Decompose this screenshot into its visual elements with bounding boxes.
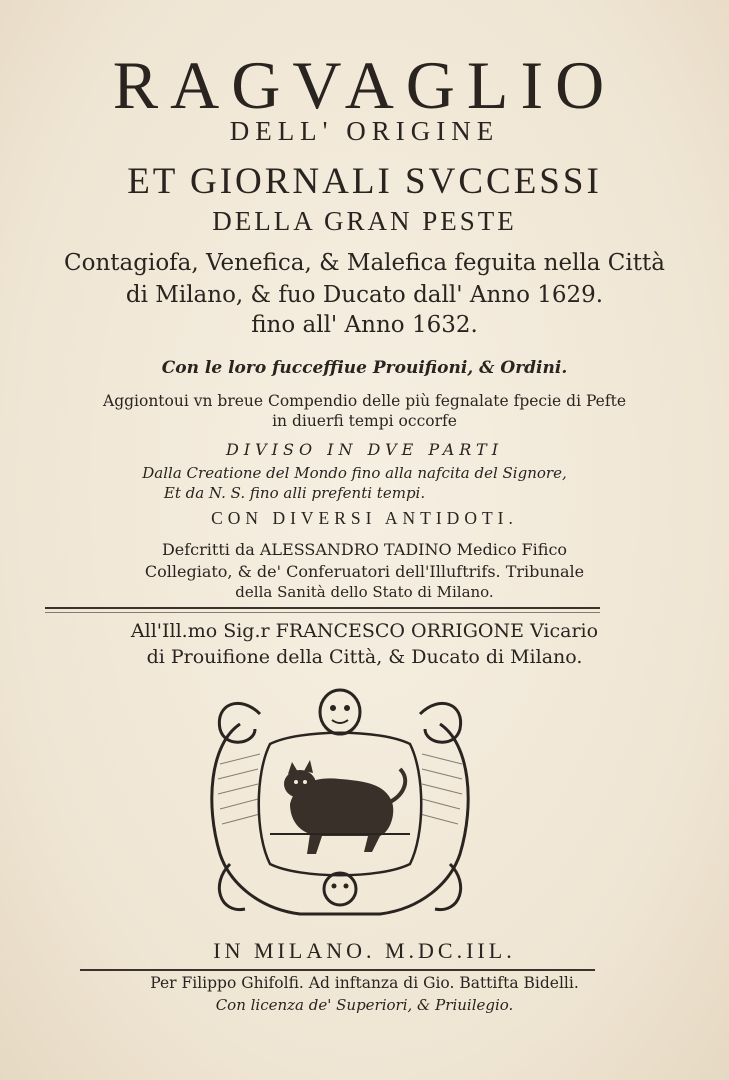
text-diviso-parti: DIVISO IN DVE PARTI — [225, 440, 504, 459]
book-title: RAGVAGLIO — [112, 47, 617, 123]
text-creatione: Dalla Creatione del Mondo fino alla nafcita del Signore, — [142, 464, 567, 482]
subtitle-peste: DELLA GRAN PESTE — [212, 206, 517, 236]
imprint-licenza: Con licenza de' Superiori, & Priuilegio. — [215, 996, 514, 1014]
text-diversi-tempi: in diuerfi tempi occorfe — [272, 412, 457, 430]
text-antidoti: CON DIVERSI ANTIDOTI. — [211, 508, 518, 528]
text-descritti: Defcritti da ALESSANDRO TADINO Medico Fifico — [161, 540, 568, 559]
printer-device-cat-icon — [200, 684, 480, 924]
divider-rule-top — [45, 607, 600, 609]
text-milano-ducato: di Milano, & fuo Ducato dall' Anno 1629. — [125, 282, 604, 308]
text-provisioni: Con le loro fucceffiue Prouifioni, & Ordini. — [161, 358, 568, 378]
imprint-place-date: IN MILANO. M.DC.IIL. — [213, 938, 516, 963]
text-collegiato: Collegiato, & de' Conferuatori dell'Illuftrifs. Tribunale — [144, 562, 585, 581]
divider-rule-bottom — [80, 969, 595, 971]
text-provisione-citta: di Prouifione della Città, & Ducato di Milano. — [146, 646, 583, 668]
text-sanita: della Sanità dello Stato di Milano. — [235, 583, 494, 601]
text-dedica: All'Ill.mo Sig.r FRANCESCO ORRIGONE Vicario — [130, 620, 599, 642]
text-aggiontovi: Aggiontoui vn breue Compendio delle più fegnalate fpecie di Pefte — [103, 392, 626, 410]
imprint-printer: Per Filippo Ghifolfi. Ad inftanza di Gio. Battifta Bidelli. — [150, 974, 579, 992]
subtitle-successi: ET GIORNALI SVCCESSI — [127, 161, 602, 202]
subtitle-origine: DELL' ORIGINE — [229, 116, 500, 146]
text-ns-presenti: Et da N. S. fino alli prefenti tempi. — [163, 484, 426, 502]
text-fino-anno: fino all' Anno 1632. — [251, 312, 478, 338]
text-contagiosa: Contagiofa, Venefica, & Malefica feguita nella Città — [64, 250, 665, 276]
divider-rule-top-thin — [45, 612, 600, 613]
